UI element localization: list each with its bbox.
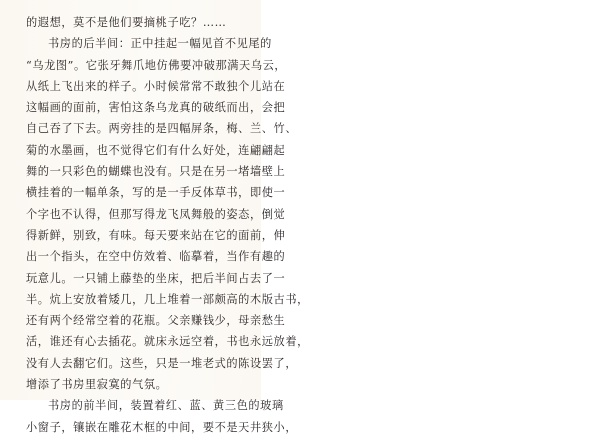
text-line: 横挂着的一幅单条，写的是一手反体草书，即使一	[26, 186, 286, 200]
text-line: 半。炕上安放着矮几，几上堆着一部颇高的木版古书，	[26, 292, 309, 306]
text-line: 得新鲜，别致，有味。每天要来站在它的面前，伸	[26, 228, 286, 242]
text-line: 还有两个经常空着的花瓶。父亲赚钱少，母亲愁生	[26, 314, 286, 328]
text-line: 玩意儿。一只铺上藤垫的坐床，把后半间占去了一	[26, 271, 286, 285]
text-line: 这幅画的面前，害怕这条乌龙真的破纸而出，会把	[26, 101, 286, 115]
body-text	[26, 12, 309, 438]
text-line: 菊的水墨画，也不觉得它们有什么好处，连翩翩起	[26, 143, 286, 157]
text-line: 书房的后半间：正中挂起一幅见首不见尾的	[48, 37, 272, 51]
text-line: 从纸上飞出来的样子。小时候常常不敢独个儿站在	[26, 79, 286, 93]
text-line: 小窗子，镶嵌在雕花木框的中间，要不是天井狭小，	[26, 420, 298, 434]
text-line: 活，谁还有心去插花。就床永远空着，书也永远放着，	[26, 335, 309, 349]
text-line: 自己吞了下去。两旁挂的是四幅屏条，梅、兰、竹、	[26, 122, 298, 136]
text-line: 没有人去翻它们。这些，只是一堆老式的陈设罢了，	[26, 356, 298, 370]
text-line: 的遐想，莫不是他们要摘桃子吃？……	[26, 16, 227, 29]
text-line: 增添了书房里寂寞的气氛。	[26, 378, 168, 392]
text-line: 书房的前半间，装置着红、蓝、黄三色的玻璃	[48, 399, 284, 413]
text-line: 个字也不认得，但那写得龙飞凤舞般的姿态，倒觉	[26, 207, 286, 221]
text-line: 出一个指头，在空中仿效着、临摹着，当作有趣的	[26, 250, 286, 264]
text-line: 舞的一只彩色的蝴蝶也没有。只是在另一堵墙壁上	[26, 165, 286, 179]
text-line: “乌龙图”。它张牙舞爪地仿佛要冲破那满天乌云，	[26, 58, 287, 72]
